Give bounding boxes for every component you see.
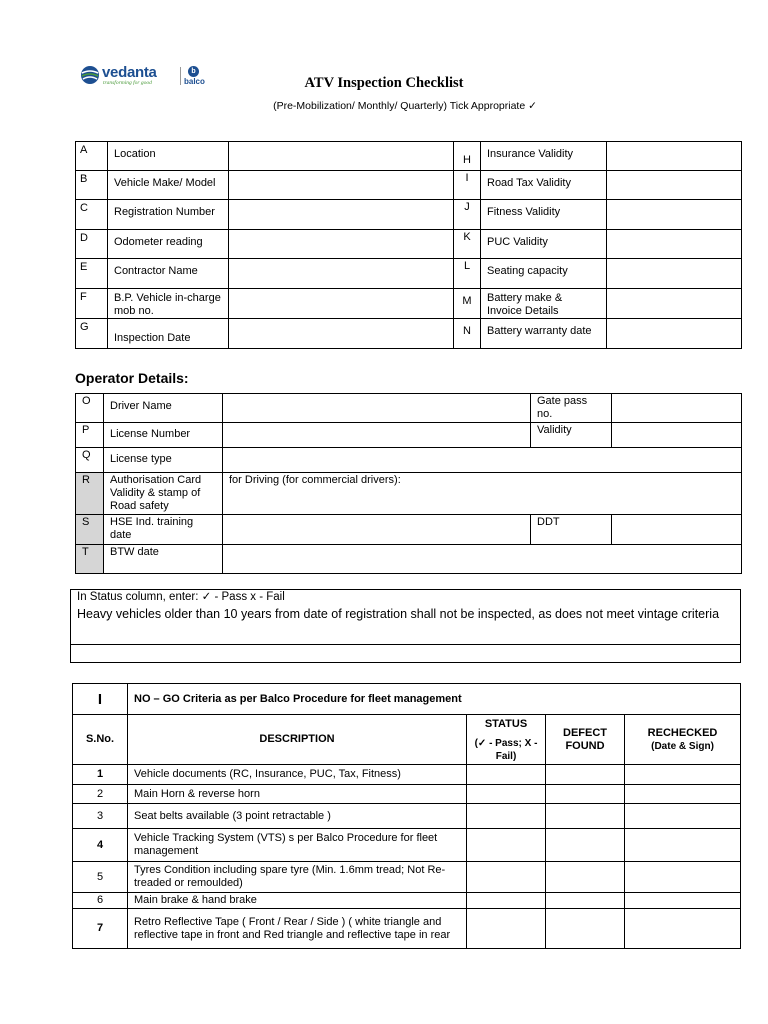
logo-tagline: transforming for good (103, 80, 152, 86)
field-value-cell[interactable] (612, 423, 742, 448)
status-instructions-box (70, 589, 741, 645)
checklist-row (73, 893, 741, 909)
defect-cell[interactable] (546, 909, 625, 949)
defect-cell[interactable] (546, 765, 625, 785)
logo-partner-text: balco (184, 77, 205, 86)
field-label: Gate pass no. (531, 394, 612, 423)
row-code: N (454, 319, 481, 349)
field-value-cell[interactable] (612, 515, 742, 545)
row-code: L (454, 259, 481, 289)
item-description: Vehicle documents (RC, Insurance, PUC, Tax, Fitness) (128, 765, 467, 785)
section-number: I (73, 684, 128, 715)
document-title: ATV Inspection Checklist (304, 75, 464, 91)
field-label: B.P. Vehicle in-charge mob no. (108, 289, 229, 319)
item-number: 1 (73, 765, 128, 785)
operator-details-heading: Operator Details: (75, 370, 189, 386)
field-label: Odometer reading (108, 230, 229, 259)
vehicle-details-row (76, 289, 742, 319)
row-code: Q (76, 448, 104, 473)
field-value-cell[interactable] (223, 515, 531, 545)
item-description: Main Horn & reverse horn (128, 785, 467, 804)
row-code: D (76, 230, 108, 259)
rechecked-cell[interactable] (625, 893, 741, 909)
field-label: Road Tax Validity (481, 171, 607, 200)
rechecked-cell[interactable] (625, 829, 741, 862)
status-cell[interactable] (467, 804, 546, 829)
status-cell[interactable] (467, 909, 546, 949)
column-header-defect: DEFECT FOUND (546, 715, 625, 765)
field-label: Insurance Validity (481, 142, 607, 171)
rechecked-cell[interactable] (625, 862, 741, 893)
row-code: B (76, 171, 108, 200)
rechecked-cell[interactable] (625, 765, 741, 785)
rechecked-header-hint: (Date & Sign) (651, 740, 714, 752)
section-title: NO – GO Criteria as per Balco Procedure for fleet management (128, 684, 741, 715)
vehicle-details-row (76, 319, 742, 349)
row-code: A (76, 142, 108, 171)
row-code: M (454, 289, 481, 319)
item-number: 4 (73, 829, 128, 862)
item-number: 6 (73, 893, 128, 909)
item-description: Seat belts available (3 point retractable ) (128, 804, 467, 829)
field-label: Contractor Name (108, 259, 229, 289)
field-value-cell[interactable] (607, 289, 742, 319)
field-label: DDT (531, 515, 612, 545)
field-label: PUC Validity (481, 230, 607, 259)
row-code: J (454, 200, 481, 230)
field-value-cell[interactable] (607, 230, 742, 259)
operator-row (76, 448, 742, 473)
column-header-status (467, 715, 546, 765)
logo-brand-text: vedanta (102, 64, 157, 81)
field-value-cell[interactable] (229, 171, 454, 200)
field-label: Battery make & Invoice Details (481, 289, 607, 319)
operator-row (76, 473, 742, 515)
field-value-cell[interactable] (223, 394, 531, 423)
row-code: H (454, 142, 481, 171)
row-code: C (76, 200, 108, 230)
defect-cell[interactable] (546, 785, 625, 804)
field-value-cell[interactable] (607, 142, 742, 171)
status-cell[interactable] (467, 893, 546, 909)
item-description: Tyres Condition including spare tyre (Min. 1.6mm tread; Not Re-treaded or remoulded) (128, 862, 467, 893)
operator-details-table (75, 393, 742, 574)
field-label: Vehicle Make/ Model (108, 171, 229, 200)
field-label: Location (108, 142, 229, 171)
defect-cell[interactable] (546, 829, 625, 862)
row-code: E (76, 259, 108, 289)
field-value-cell[interactable] (223, 423, 531, 448)
column-header-row (73, 715, 741, 765)
vintage-note: Heavy vehicles older than 10 years from date of registration shall not be inspected, as does not meet vintage criteria (77, 607, 720, 621)
field-value-cell[interactable] (229, 230, 454, 259)
field-label: License type (104, 448, 223, 473)
vehicle-details-row (76, 200, 742, 230)
field-label: Validity (531, 423, 612, 448)
field-label: Inspection Date (108, 319, 229, 349)
column-header-rechecked (625, 715, 741, 765)
vehicle-details-row (76, 142, 742, 171)
operator-row (76, 515, 742, 545)
checklist-row (73, 785, 741, 804)
checklist-row (73, 909, 741, 949)
field-label: Fitness Validity (481, 200, 607, 230)
no-go-checklist-table (72, 683, 741, 949)
row-code: K (454, 230, 481, 259)
row-code: R (76, 473, 104, 515)
field-label: Seating capacity (481, 259, 607, 289)
status-cell[interactable] (467, 765, 546, 785)
field-value-cell[interactable] (229, 200, 454, 230)
field-value-cell[interactable] (607, 200, 742, 230)
row-code: P (76, 423, 104, 448)
balco-logo-icon: b (188, 66, 199, 77)
field-value-cell[interactable] (607, 259, 742, 289)
item-number: 3 (73, 804, 128, 829)
status-cell[interactable] (467, 785, 546, 804)
status-header-hint: (✓ - Pass; X - Fail) (474, 738, 538, 762)
vehicle-details-table (75, 141, 742, 349)
column-header-description: DESCRIPTION (128, 715, 467, 765)
item-description: Vehicle Tracking System (VTS) s per Balco Procedure for fleet management (128, 829, 467, 862)
operator-row (76, 394, 742, 423)
status-cell[interactable] (467, 829, 546, 862)
operator-row (76, 423, 742, 448)
field-value-cell[interactable]: for Driving (for commercial drivers): (223, 473, 742, 515)
document-subtitle: (Pre-Mobilization/ Monthly/ Quarterly) Tick Appropriate ✓ (273, 100, 537, 112)
checklist-row (73, 829, 741, 862)
item-description: Retro Reflective Tape ( Front / Rear / Side ) ( white triangle and reflective tape in front and Red triangle and reflective tape in rear (128, 909, 467, 949)
field-value-cell[interactable] (229, 142, 454, 171)
field-value-cell[interactable] (607, 319, 742, 349)
item-number: 2 (73, 785, 128, 804)
vehicle-details-row (76, 230, 742, 259)
row-code: G (76, 319, 108, 349)
checklist-row (73, 804, 741, 829)
defect-cell[interactable] (546, 893, 625, 909)
checklist-row (73, 862, 741, 893)
field-value-cell[interactable] (223, 448, 742, 473)
field-label: BTW date (104, 545, 223, 574)
field-label: Driver Name (104, 394, 223, 423)
rechecked-cell[interactable] (625, 785, 741, 804)
field-value-cell[interactable] (612, 394, 742, 423)
item-number: 7 (73, 909, 128, 949)
status-legend: In Status column, enter: ✓ - Pass x - Fail (77, 591, 285, 603)
field-label: License Number (104, 423, 223, 448)
rechecked-header-label: RECHECKED (647, 726, 718, 739)
row-code: T (76, 545, 104, 574)
field-label: Registration Number (108, 200, 229, 230)
checklist-row (73, 765, 741, 785)
rechecked-cell[interactable] (625, 909, 741, 949)
vehicle-details-row (76, 171, 742, 200)
field-label: Authorisation Card Validity & stamp of Road safety (104, 473, 223, 515)
field-label: Battery warranty date (481, 319, 607, 349)
section-header-row (73, 684, 741, 715)
row-code: I (454, 171, 481, 200)
blank-row (70, 645, 741, 663)
rechecked-cell[interactable] (625, 804, 741, 829)
field-value-cell[interactable] (607, 171, 742, 200)
operator-row (76, 545, 742, 574)
field-value-cell[interactable] (229, 289, 454, 319)
defect-cell[interactable] (546, 862, 625, 893)
row-code: O (76, 394, 104, 423)
column-header-sno: S.No. (73, 715, 128, 765)
vehicle-details-row (76, 259, 742, 289)
item-number: 5 (73, 862, 128, 893)
status-header-label: STATUS (484, 718, 528, 730)
field-value-cell[interactable] (229, 319, 454, 349)
row-code: F (76, 289, 108, 319)
field-value-cell[interactable] (223, 545, 742, 574)
field-value-cell[interactable] (229, 259, 454, 289)
defect-cell[interactable] (546, 804, 625, 829)
item-description: Main brake & hand brake (128, 893, 467, 909)
row-code: S (76, 515, 104, 545)
field-label: HSE Ind. training date (104, 515, 223, 545)
status-cell[interactable] (467, 862, 546, 893)
